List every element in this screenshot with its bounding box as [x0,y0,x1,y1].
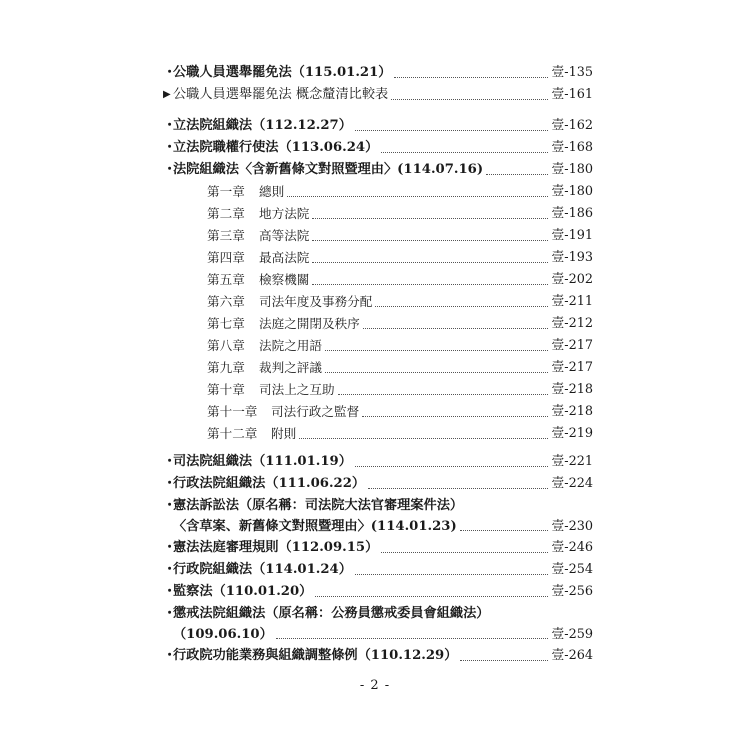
chapter-label: 第十章 [207,382,245,397]
chapter-title: 附則 [271,426,297,441]
entry-title: 司法院組織法（111.01.19） [173,454,352,469]
entry-title-cont: （109.06.10） [173,627,273,642]
entry-title: 法院組織法〈含新舊條文對照暨理由〉(114.07.16) [173,162,484,177]
entry-title: 立法院組織法（112.12.27） [173,118,352,133]
chapter-label: 第十二章 [207,426,258,441]
toc-entry[interactable] [163,84,593,106]
chapter-label: 第八章 [207,338,245,353]
entry-page: 壹-221 [551,454,593,469]
entry-page: 壹-254 [551,562,593,577]
dot-leader [338,394,549,395]
dot-leader [363,328,549,329]
dot-leader [312,262,548,263]
chapter-label: 第九章 [207,360,245,375]
bullet-icon: ・ [163,162,177,177]
chapter-page: 壹-186 [551,206,593,221]
dot-leader [391,99,548,100]
dot-leader [325,372,548,373]
bullet-icon: ・ [163,584,177,599]
chapter-page: 壹-218 [551,382,593,397]
entry-page: 壹-259 [551,627,593,642]
dot-leader [375,306,548,307]
chapter-item[interactable] [163,335,593,357]
chapter-label: 第三章 [207,228,245,243]
chapter-title: 裁判之評議 [259,360,322,375]
chapter-page: 壹-219 [551,426,593,441]
dot-leader [299,438,548,439]
dot-leader [355,466,549,467]
chapter-title: 法庭之開閉及秩序 [259,316,360,331]
chapter-page: 壹-217 [551,360,593,375]
chapter-label: 第七章 [207,316,245,331]
chapter-title: 司法年度及事務分配 [259,294,373,309]
bullet-icon: ・ [163,140,177,155]
entry-title: 行政院功能業務與組織調整條例（110.12.29） [173,648,458,663]
chapter-page: 壹-191 [551,228,593,243]
arrow-icon: ▶ [163,89,171,100]
dot-leader [312,218,548,219]
chapter-item[interactable] [163,269,593,291]
entry-page: 壹-224 [551,476,593,491]
dot-leader [312,240,548,241]
chapter-item[interactable] [163,379,593,401]
toc-entry[interactable] [163,559,593,581]
chapter-item[interactable] [163,291,593,313]
dot-leader [287,196,548,197]
bullet-icon: ・ [163,562,177,577]
chapter-page: 壹-211 [551,294,593,309]
chapter-page: 壹-217 [551,338,593,353]
entry-page: 壹-180 [551,162,593,177]
bullet-icon: ・ [163,118,177,133]
dot-leader [460,660,548,661]
chapter-page: 壹-218 [551,404,593,419]
toc-entry[interactable] [163,137,593,159]
bullet-icon: ・ [163,476,177,491]
dot-leader [276,638,549,639]
chapter-label: 第十一章 [207,404,258,419]
dot-leader [368,488,548,489]
dot-leader [381,552,548,553]
toc-entry[interactable] [163,473,593,495]
entry-title: 行政院組織法（114.01.24） [173,562,352,577]
entry-page: 壹-230 [551,519,593,534]
dot-leader [325,350,548,351]
entry-title: 公職人員選舉罷免法 概念釐清比較表 [173,87,389,102]
bullet-icon: ・ [163,606,177,621]
entry-page: 壹-246 [551,540,593,555]
entry-title: 懲戒法院組織法（原名稱：公務員懲戒委員會組織法） [173,606,490,621]
chapter-item[interactable] [163,401,593,423]
dot-leader [355,130,549,131]
dot-leader [460,530,549,531]
chapter-item[interactable] [163,181,593,203]
page-number: - 2 - [359,678,391,693]
toc-entry[interactable] [163,62,593,84]
chapter-label: 第一章 [207,184,245,199]
chapter-page: 壹-193 [551,250,593,265]
chapter-item[interactable] [163,423,593,445]
chapter-page: 壹-202 [551,272,593,287]
chapter-item[interactable] [163,203,593,225]
chapter-title: 最高法院 [259,250,310,265]
dot-leader [315,596,548,597]
entry-page: 壹-168 [551,140,593,155]
dot-leader [486,174,548,175]
chapter-page: 壹-212 [551,316,593,331]
bullet-icon: ・ [163,454,177,469]
dot-leader [381,152,548,153]
chapter-label: 第四章 [207,250,245,265]
entry-title: 憲法訴訟法（原名稱：司法院大法官審理案件法） [173,498,464,513]
entry-page: 壹-256 [551,584,593,599]
entry-page: 壹-161 [551,87,593,102]
bullet-icon: ・ [163,648,177,663]
dot-leader [362,416,548,417]
chapter-title: 地方法院 [259,206,310,221]
toc-entry[interactable] [163,581,593,603]
chapter-item[interactable] [163,357,593,379]
chapter-list [163,181,593,445]
entry-title: 立法院職權行使法（113.06.24） [173,140,379,155]
chapter-title: 檢察機關 [259,272,310,287]
entry-page: 壹-264 [551,648,593,663]
entry-title: 監察法（110.01.20） [173,584,313,599]
chapter-label: 第五章 [207,272,245,287]
entry-title: 行政法院組織法（111.06.22） [173,476,366,491]
toc-entry[interactable] [163,645,593,667]
entry-title: 憲法法庭審理規則（112.09.15） [173,540,379,555]
bullet-icon: ・ [163,498,177,513]
entry-page: 壹-135 [551,65,593,80]
toc-entry[interactable] [163,159,593,181]
entry-page: 壹-162 [551,118,593,133]
chapter-label: 第二章 [207,206,245,221]
toc-entry-constitutional[interactable] [163,495,593,537]
chapter-title: 司法上之互助 [259,382,335,397]
dot-leader [394,77,548,78]
chapter-label: 第六章 [207,294,245,309]
toc-entry-discipline[interactable] [163,603,593,645]
chapter-title: 總則 [259,184,285,199]
chapter-title: 司法行政之監督 [271,404,360,419]
dot-leader [312,284,548,285]
bullet-icon: ・ [163,65,177,80]
chapter-item[interactable] [163,225,593,247]
toc-entry[interactable] [163,537,593,559]
table-of-contents [163,62,593,667]
toc-entry[interactable] [163,115,593,137]
chapter-title: 高等法院 [259,228,310,243]
chapter-page: 壹-180 [551,184,593,199]
entry-title: 公職人員選舉罷免法（115.01.21） [173,65,392,80]
chapter-title: 法院之用語 [259,338,322,353]
toc-entry[interactable] [163,451,593,473]
chapter-item[interactable] [163,247,593,269]
chapter-item[interactable] [163,313,593,335]
entry-title-cont: 〈含草案、新舊條文對照暨理由〉(114.01.23) [173,519,457,534]
bullet-icon: ・ [163,540,177,555]
dot-leader [355,574,549,575]
